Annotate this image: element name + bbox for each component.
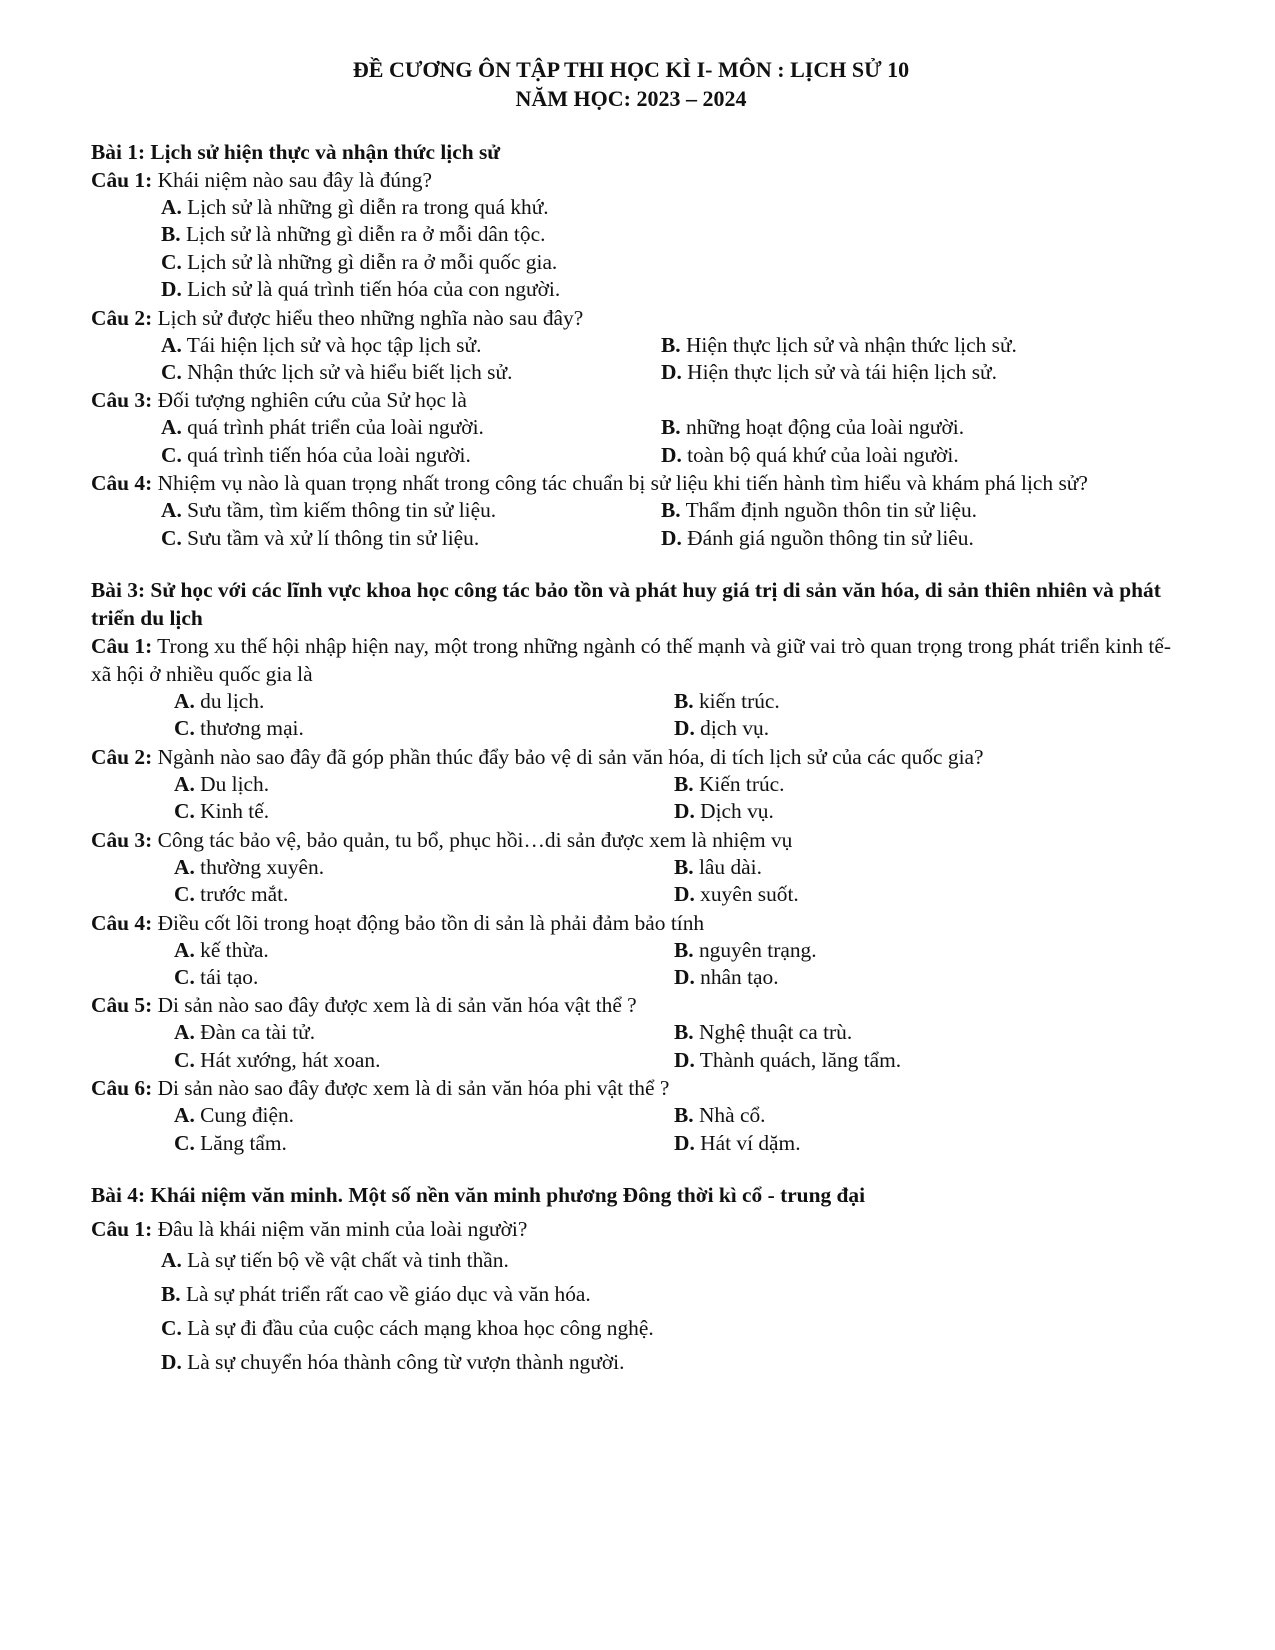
option: C. tái tạo. (174, 964, 259, 989)
question-text: Khái niệm nào sau đây là đúng? (152, 168, 432, 192)
option: B. kiến trúc. (674, 689, 780, 714)
option: B. Nghệ thuật ca trù. (674, 1020, 853, 1045)
option: D. dịch vụ. (674, 716, 770, 741)
question (91, 166, 1171, 194)
option: C. thương mại. (174, 716, 304, 741)
option-list (91, 937, 1171, 992)
question-label: Câu 4: (91, 471, 153, 496)
option: A. thường xuyên. (174, 854, 325, 879)
option-list (91, 771, 1171, 826)
option: C. trước mắt. (174, 882, 289, 907)
option: C. Kinh tế. (174, 799, 270, 824)
option: A. Lịch sử là những gì diễn ra trong quá khứ. (161, 195, 549, 219)
option: D. Thành quách, lăng tẩm. (674, 1047, 902, 1072)
question (91, 1215, 1171, 1243)
option: D. Là sự chuyển hóa thành công từ vượn thành người. (161, 1349, 625, 1374)
option: C. Sưu tầm và xử lí thông tin sử liệu. (161, 525, 480, 550)
question-text: Di sản nào sao đây được xem là di sản văn hóa vật thể ? (152, 993, 637, 1018)
question-text: Công tác bảo vệ, bảo quản, tu bổ, phục hồi…di sản được xem là nhiệm vụ (152, 827, 793, 852)
question (91, 386, 1171, 414)
question-text: Di sản nào sao đây được xem là di sản văn hóa phi vật thể ? (152, 1076, 670, 1101)
question-label: Câu 3: (91, 827, 153, 852)
option-list (91, 1102, 1171, 1157)
option: B. Thẩm định nguồn thôn tin sử liệu. (661, 498, 978, 523)
option: D. Dịch vụ. (674, 799, 774, 824)
question-text: Đối tượng nghiên cứu của Sử học là (152, 388, 467, 413)
question-label: Câu 2: (91, 305, 153, 330)
section-title: Bài 3: Sử học với các lĩnh vực khoa học công tác bảo tồn và phát huy giá trị di sản văn hóa, di sản thiên nhiên và phát triển du lịch (91, 578, 1161, 631)
option: B. nguyên trạng. (674, 937, 817, 962)
option: B. Kiến trúc. (674, 771, 785, 796)
option: D. Đánh giá nguồn thông tin sử liêu. (661, 525, 974, 550)
option: C. Là sự đi đầu của cuộc cách mạng khoa học công nghệ. (161, 1315, 654, 1340)
option-list (91, 1243, 1171, 1379)
question-label: Câu 5: (91, 993, 153, 1018)
option: D. toàn bộ quá khứ của loài người. (661, 442, 959, 467)
option: C. Lịch sử là những gì diễn ra ở mỗi quốc gia. (161, 249, 558, 274)
option-list (91, 1019, 1171, 1074)
option: B. Nhà cổ. (674, 1103, 766, 1128)
question (91, 991, 1171, 1019)
section-title: Bài 4: Khái niệm văn minh. Một số nền văn minh phương Đông thời kì cổ - trung đại (91, 1182, 866, 1207)
question-text: Ngành nào sao đây đã góp phần thúc đẩy bảo vệ di sản văn hóa, di tích lịch sử của các quốc gia? (152, 744, 984, 769)
option: C. Hát xướng, hát xoan. (174, 1047, 381, 1072)
document-page (91, 55, 1171, 1379)
question (91, 304, 1171, 332)
question-text: Lịch sử được hiểu theo những nghĩa nào sau đây? (152, 305, 584, 330)
option: B. Hiện thực lịch sử và nhận thức lịch sử. (661, 332, 1017, 357)
question-text: Đâu là khái niệm văn minh của loài người? (152, 1216, 528, 1241)
option: B. Lịch sử là những gì diễn ra ở mỗi dân tộc. (161, 222, 546, 247)
option: B. lâu dài. (674, 854, 762, 879)
option: C. Lăng tẩm. (174, 1130, 287, 1155)
question (91, 826, 1171, 854)
question (91, 469, 1171, 497)
question-label: Câu 1: (91, 634, 153, 659)
option: A. Cung điện. (174, 1103, 295, 1128)
option-list (91, 194, 1171, 304)
option: A. Sưu tầm, tìm kiếm thông tin sử liệu. (161, 498, 497, 523)
option: D. nhân tạo. (674, 964, 779, 989)
option: A. kế thừa. (174, 937, 269, 962)
question-text: Điều cốt lõi trong hoạt động bảo tồn di sản là phải đảm bảo tính (152, 910, 705, 935)
question-label: Câu 1: (91, 1216, 153, 1241)
option-list (91, 688, 1171, 743)
question-text: Trong xu thế hội nhập hiện nay, một trong những ngành có thế mạnh và giữ vai trò quan trọng trong phát triển kinh tế- xã hội ở nhiều quốc gia là (91, 634, 1171, 687)
title-line-2: NĂM HỌC: 2023 – 2024 (515, 86, 747, 111)
question-label: Câu 2: (91, 744, 153, 769)
section-title: Bài 1: Lịch sử hiện thực và nhận thức lịch sử (91, 140, 501, 164)
option: A. Đàn ca tài tử. (174, 1020, 316, 1045)
option: C. Nhận thức lịch sử và hiểu biết lịch sử. (161, 360, 513, 385)
option-list (91, 414, 1171, 469)
option: A. du lịch. (174, 689, 265, 714)
question-label: Câu 4: (91, 910, 153, 935)
question (91, 1074, 1171, 1102)
option: D. Hát ví dặm. (674, 1130, 801, 1155)
option: D. xuyên suốt. (674, 882, 799, 907)
question (91, 632, 1171, 688)
question-label: Câu 1: (91, 168, 153, 192)
option-list (91, 332, 1171, 387)
option: A. Tái hiện lịch sử và học tập lịch sử. (161, 332, 482, 357)
option: D. Hiện thực lịch sử và tái hiện lịch sử. (661, 360, 997, 385)
option: A. Là sự tiến bộ về vật chất và tinh thần. (161, 1247, 509, 1272)
option: B. Là sự phát triển rất cao về giáo dục và văn hóa. (161, 1281, 591, 1306)
question-label: Câu 6: (91, 1076, 153, 1101)
option-list (91, 497, 1171, 552)
question-label: Câu 3: (91, 388, 153, 413)
option: B. những hoạt động của loài người. (661, 415, 965, 440)
document-title (91, 55, 1171, 113)
option: A. quá trình phát triển của loài người. (161, 415, 484, 440)
question (91, 743, 1171, 771)
option-list (91, 854, 1171, 909)
option: C. quá trình tiến hóa của loài người. (161, 442, 471, 467)
question (91, 909, 1171, 937)
option: A. Du lịch. (174, 771, 270, 796)
option: D. Lich sử là quá trình tiến hóa của con người. (161, 277, 561, 302)
question-text: Nhiệm vụ nào là quan trọng nhất trong công tác chuẩn bị sử liệu khi tiến hành tìm hiểu và khám phá lịch sử? (152, 471, 1088, 496)
title-line-1: ĐỀ CƯƠNG ÔN TẬP THI HỌC KÌ I- MÔN : LỊCH SỬ 10 (352, 57, 910, 82)
